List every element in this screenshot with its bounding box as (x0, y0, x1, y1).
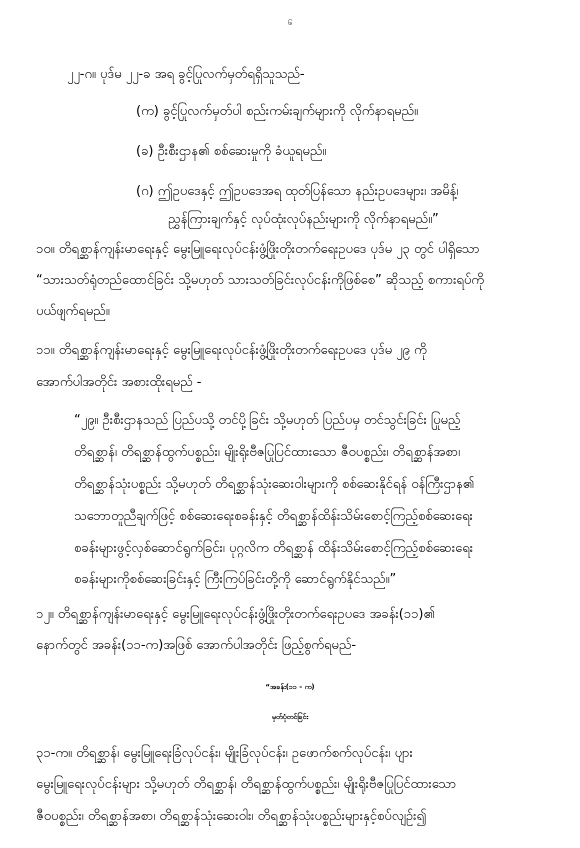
clause-ga-continued: ညွှန်ကြားချက်နှင့် လုပ်ထုံးလုပ်နည်းများကို လိုက်နာရမည်။” (168, 212, 439, 227)
section-11-line-1: ၁၁။ တိရစ္ဆာန်ကျန်းမာရေးနှင့် မွေးမြူရေးလုပ်ငန်းဖွံ့ဖြိုးတိုးတက်ရေးဥပဒေ ပုဒ်မ ၂၉ ကို (36, 343, 427, 358)
section-31a-line-3: ဇီဝပစ္စည်း၊ တိရစ္ဆာန်အစာ၊ တိရစ္ဆာန်သုံးဆေးဝါး၊ တိရစ္ဆာန်သုံးပစ္စည်းများနှင့်စပ်လျဉ်း၍ (36, 809, 427, 824)
section-11-line-2: အောက်ပါအတိုင်း အစားထိုးရမည် - (36, 375, 202, 390)
page-number: ၆ (288, 19, 292, 27)
section-12-line-1: ၁၂။ တိရစ္ဆာန်ကျန်းမာရေးနှင့် မွေးမြူရေးလုပ်ငန်းဖွံ့ဖြိုးတိုးတက်ရေးဥပဒေ အခန်း(၁၁)၏ (36, 607, 436, 622)
clause-kha: (ခ) ဦးစီးဌာန၏ စစ်ဆေးမှုကို ခံယူရမည်။ (136, 144, 327, 159)
section-29-line-1: “၂၉။ ဦးစီးဌာနသည် ပြည်ပသို့ တင်ပို့ခြင်း သို့မဟုတ် ပြည်ပမှ တင်သွင်းခြင်း ပြုမည့် (74, 413, 461, 428)
section-29-line-4: သဘောတူညီချက်ဖြင့် စစ်ဆေးရေးစခန်းနှင့် တိရစ္ဆာန်ထိန်းသိမ်းစောင့်ကြည့်စစ်ဆေးရေး (74, 509, 473, 524)
section-29-line-5: စခန်းများဖွင့်လှစ်ဆောင်ရွက်ခြင်း၊ ပုဂ္ဂလိက တိရစ္ဆာန် ထိန်းသိမ်းစောင့်ကြည့်စစ်ဆေးရေး (74, 541, 473, 556)
section-31a-line-2: မွေးမြူရေးလုပ်ငန်းများ သို့မဟုတ် တိရစ္ဆာန်၊ တိရစ္ဆာန်ထွက်ပစ္စည်း၊ မျိုးရိုးဗီဇပြုပြင်ထားသော (36, 777, 457, 792)
section-29-line-2: တိရစ္ဆာန်၊ တိရစ္ဆာန်ထွက်ပစ္စည်း၊ မျိုးရိုးဗီဇပြုပြင်ထားသော ဇီဝပစ္စည်း၊ တိရစ္ဆာန်အစာ၊ (74, 445, 461, 460)
section-22c-heading: ၂၂-ဂ။ ပုဒ်မ ၂၂-ခ အရ ခွင့်ပြုလက်မှတ်ရရှိသူသည်- (67, 67, 305, 82)
section-29-line-3: တိရစ္ဆာန်သုံးပစ္စည်း သို့မဟုတ် တိရစ္ဆာန်သုံးဆေးဝါးများကို စစ်ဆေးနိုင်ရန် ဝန်ကြီးဌာန၏ (74, 477, 475, 492)
section-10-line-2: “သားသတ်ရုံတည်ထောင်ခြင်း သို့မဟုတ် သားသတ်ခြင်းလုပ်ငန်းကိုဖြစ်စေ” ဆိုသည့် စကားရပ်ကို (36, 273, 484, 288)
section-10-line-3: ပယ်ဖျက်ရမည်။ (36, 304, 110, 319)
section-10-line-1: ၁၀။ တိရစ္ဆာန်ကျန်းမာရေးနှင့် မွေးမြူရေးလုပ်ငန်းဖွံ့ဖြိုးတိုးတက်ရေးဥပဒေ ပုဒ်မ ၂၃ တွင် ပါရှိသော (36, 242, 480, 257)
clause-ka: (က) ခွင့်ပြုလက်မှတ်ပါ စည်းကမ်းချက်များကို လိုက်နာရမည်။ (136, 104, 418, 119)
section-31a-line-1: ၃၁-က။ တိရစ္ဆာန်၊ မွေးမြူရေးခြံလုပ်ငန်း၊ မျိုးခြံလုပ်ငန်း၊ ဥဖောက်စက်လုပ်ငန်း၊ ပျား (36, 746, 413, 761)
chapter-11a-heading: “အခန်း(၁၁ - က) (265, 683, 315, 691)
chapter-11a-title: မှတ်ပုံတင်ခြင်း (271, 713, 309, 721)
section-12-line-2: နောက်တွင် အခန်း(၁၁-က)အဖြစ် အောက်ပါအတိုင်း ဖြည့်စွက်ရမည်- (36, 638, 357, 653)
clause-ga: (ဂ) ဤဥပဒေနှင့် ဤဥပဒေအရ ထုတ်ပြန်သော နည်းဥပဒေများ၊ အမိန့်၊ (136, 184, 459, 199)
section-29-line-6: စခန်းများကိုစစ်ဆေးခြင်းနှင့် ကြီးကြပ်ခြင်းတို့ကို ဆောင်ရွက်နိုင်သည်။” (74, 572, 397, 587)
